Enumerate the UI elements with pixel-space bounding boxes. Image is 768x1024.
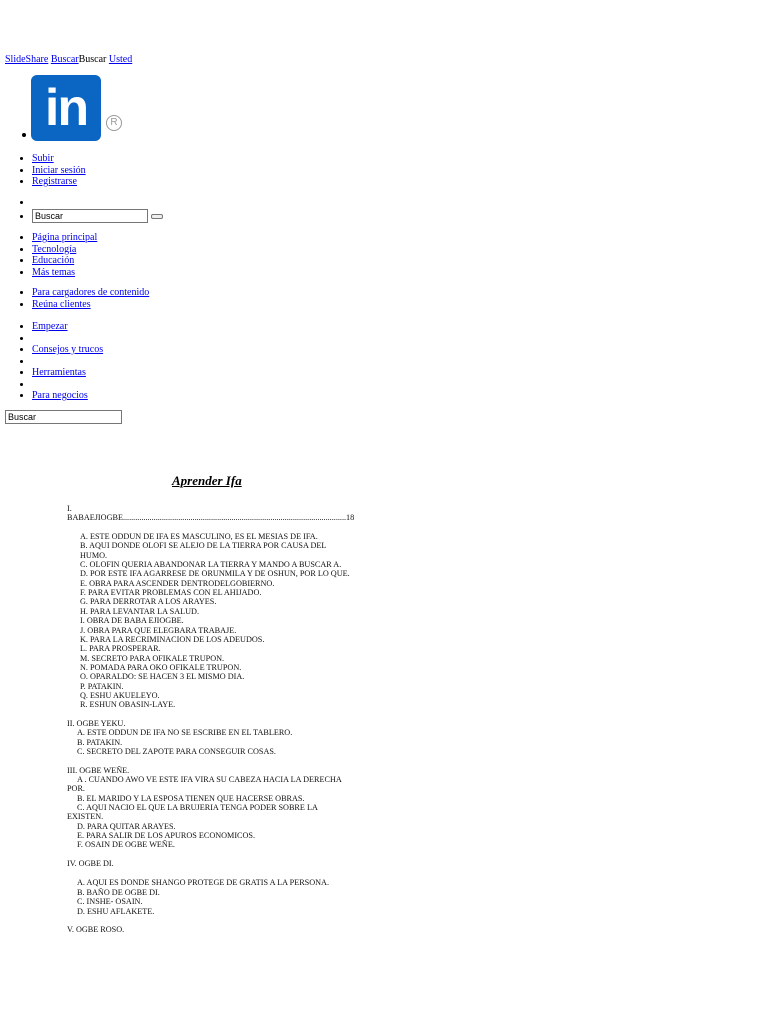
list-item: [32, 344, 103, 356]
document-list-item: M. SECRETO PARA OFIKALE TRUPON.: [80, 653, 225, 663]
document-list-item: A. ESTE ODDUN DE IFA NO SE ESCRIBE EN EL TABLERO.: [77, 728, 293, 737]
upload-link[interactable]: Subir: [32, 153, 54, 164]
section-heading: II. OGBE YEKU.: [67, 719, 126, 728]
list-item: [32, 356, 103, 368]
document-list-item: C. OLOFIN QUERIA ABANDONAR LA TIERRA Y MANDO A BUSCAR A.: [80, 560, 342, 570]
document-list-item: B. EL MARIDO Y LA ESPOSA TIENEN QUE HACERSE OBRAS.: [77, 793, 305, 803]
list-item: [32, 267, 97, 279]
document-list-item: I. OBRA DE BABA EJIOGBE.: [80, 616, 184, 626]
user-link[interactable]: Usted: [108, 54, 133, 65]
registered-mark-icon: R: [106, 115, 122, 131]
section-heading: IV. OGBE DI.: [67, 859, 114, 868]
slideshare-link[interactable]: SlideShare: [5, 54, 49, 65]
list-item: [32, 197, 163, 209]
search-list: [0, 197, 163, 223]
document-list-item: L. PARA PROSPERAR.: [80, 644, 161, 654]
document-list-item: C. SECRETO DEL ZAPOTE PARA CONSEGUIR COSAS.: [77, 747, 276, 756]
get-started-link[interactable]: Empezar: [32, 321, 68, 332]
list-item: [32, 321, 103, 333]
creators-nav: [0, 287, 149, 310]
document-list-item: A . CUANDO AWO VE ESTE IFA VIRA SU CABEZA HACIA LA DERECHA: [77, 775, 342, 784]
section-heading: III. OGBE WEÑE.: [67, 766, 130, 775]
document-list-item: HUMO.: [80, 550, 108, 560]
tips-link[interactable]: Consejos y trucos: [32, 344, 104, 355]
document-list-item: H. PARA LEVANTAR LA SALUD.: [80, 606, 199, 616]
document-list-item: E. OBRA PARA ASCENDER DENTRODELGOBIERNO.: [80, 578, 275, 588]
list-item: [32, 287, 149, 299]
list-item: [32, 299, 149, 311]
document-list-item: E. PARA SALIR DE LOS APUROS ECONOMICOS.: [77, 830, 256, 840]
list-item: [32, 244, 97, 256]
nav-education-link[interactable]: Educación: [32, 255, 75, 266]
list-item: [32, 255, 97, 267]
list-item: [32, 390, 103, 402]
document-list-item: Q. ESHU AKUELEYO.: [80, 690, 160, 700]
list-bullet: [22, 133, 26, 137]
topic-nav: [0, 232, 97, 278]
nav-more-topics-link[interactable]: Más temas: [32, 266, 76, 278]
nav-technology-link[interactable]: Tecnología: [32, 243, 77, 255]
search-input[interactable]: [32, 209, 148, 223]
document-list-item: B. BAÑO DE OGBE DI.: [77, 887, 160, 897]
gather-clients-link[interactable]: Reúna clientes: [32, 298, 91, 310]
section-heading: I.: [67, 504, 72, 513]
document-list-item: B. AQUI DONDE OLOFI SE ALEJO DE LA TIERRA POR CAUSA DEL: [80, 541, 327, 551]
list-item: [32, 176, 86, 188]
document-list-item: R. ESHUN OBASIN-LAYE.: [80, 700, 176, 710]
list-item: [32, 379, 103, 391]
document-list-item: F. OSAIN DE OGBE WEÑE.: [77, 840, 175, 850]
document-list-item: C. AQUI NACIO EL QUE LA BRUJERIA TENGA PODER SOBRE LA: [77, 802, 318, 812]
document-list-item: A. AQUI ES DONDE SHANGO PROTEGE DE GRATIS A LA PERSONA.: [77, 878, 330, 887]
document-list-item: N. POMADA PARA OKO OFIKALE TRUPON.: [80, 662, 242, 672]
list-item: [32, 153, 86, 165]
document-list-item: D. PARA QUITAR ARAYES.: [77, 821, 176, 831]
document-list-item: O. OPARALDO: SE HACEN 3 EL MISMO DIA.: [80, 672, 245, 682]
document-list-item: K. PARA LA RECRIMINACION DE LOS ADEUDOS.: [80, 634, 265, 644]
document-list-item: B. PATAKIN.: [77, 737, 123, 747]
document-list-item: D. POR ESTE IFA AGARRESE DE ORUNMILA Y DE OSHUN, POR LO QUE.: [80, 569, 350, 579]
register-link[interactable]: Registrarse: [32, 176, 77, 187]
list-item: [32, 232, 97, 244]
document-list-item: G. PARA DERROTAR A LOS ARAYES.: [80, 597, 217, 607]
document-list-item: D. ESHU AFLAKETE.: [77, 906, 155, 916]
document-list-item: A. ESTE ODDUN DE IFA ES MASCULINO, ES EL MESIAS DE IFA.: [80, 532, 318, 541]
search-input-secondary[interactable]: [5, 410, 122, 424]
document-list-item: F. PARA EVITAR PROBLEMAS CON EL AHIJADO.: [80, 588, 262, 598]
help-nav: [0, 321, 103, 402]
section-heading: V. OGBE ROSO.: [67, 925, 125, 934]
list-item: [32, 367, 103, 379]
list-item: [32, 165, 86, 177]
document-list-item: C. INSHE- OSAIN.: [77, 897, 143, 906]
login-link[interactable]: Iniciar sesión: [32, 164, 86, 176]
linkedin-logo-icon[interactable]: in: [31, 75, 101, 141]
creators-link[interactable]: Para cargadores de contenido: [32, 287, 150, 298]
search-text: Buscar: [78, 54, 107, 65]
tools-link[interactable]: Herramientas: [32, 367, 86, 378]
document-list-item: EXISTEN.: [67, 812, 104, 822]
search-button[interactable]: [151, 214, 163, 219]
business-link[interactable]: Para negocios: [32, 390, 88, 401]
document-list-item: J. OBRA PARA QUE ELEGBARA TRABAJE.: [80, 625, 237, 635]
document-list-item: POR.: [67, 784, 85, 794]
search-link[interactable]: Buscar: [50, 54, 79, 65]
nav-home-link[interactable]: Página principal: [32, 232, 98, 243]
list-item: [32, 209, 163, 223]
list-item: [32, 333, 103, 345]
account-menu: [0, 153, 86, 188]
top-links: [5, 54, 132, 65]
section-subheading: BABAEJIOGBE.............................................................................................................18: [67, 513, 355, 522]
document-title: Aprender Ifa: [172, 473, 242, 488]
document-list-item: P. PATAKIN.: [80, 681, 124, 691]
